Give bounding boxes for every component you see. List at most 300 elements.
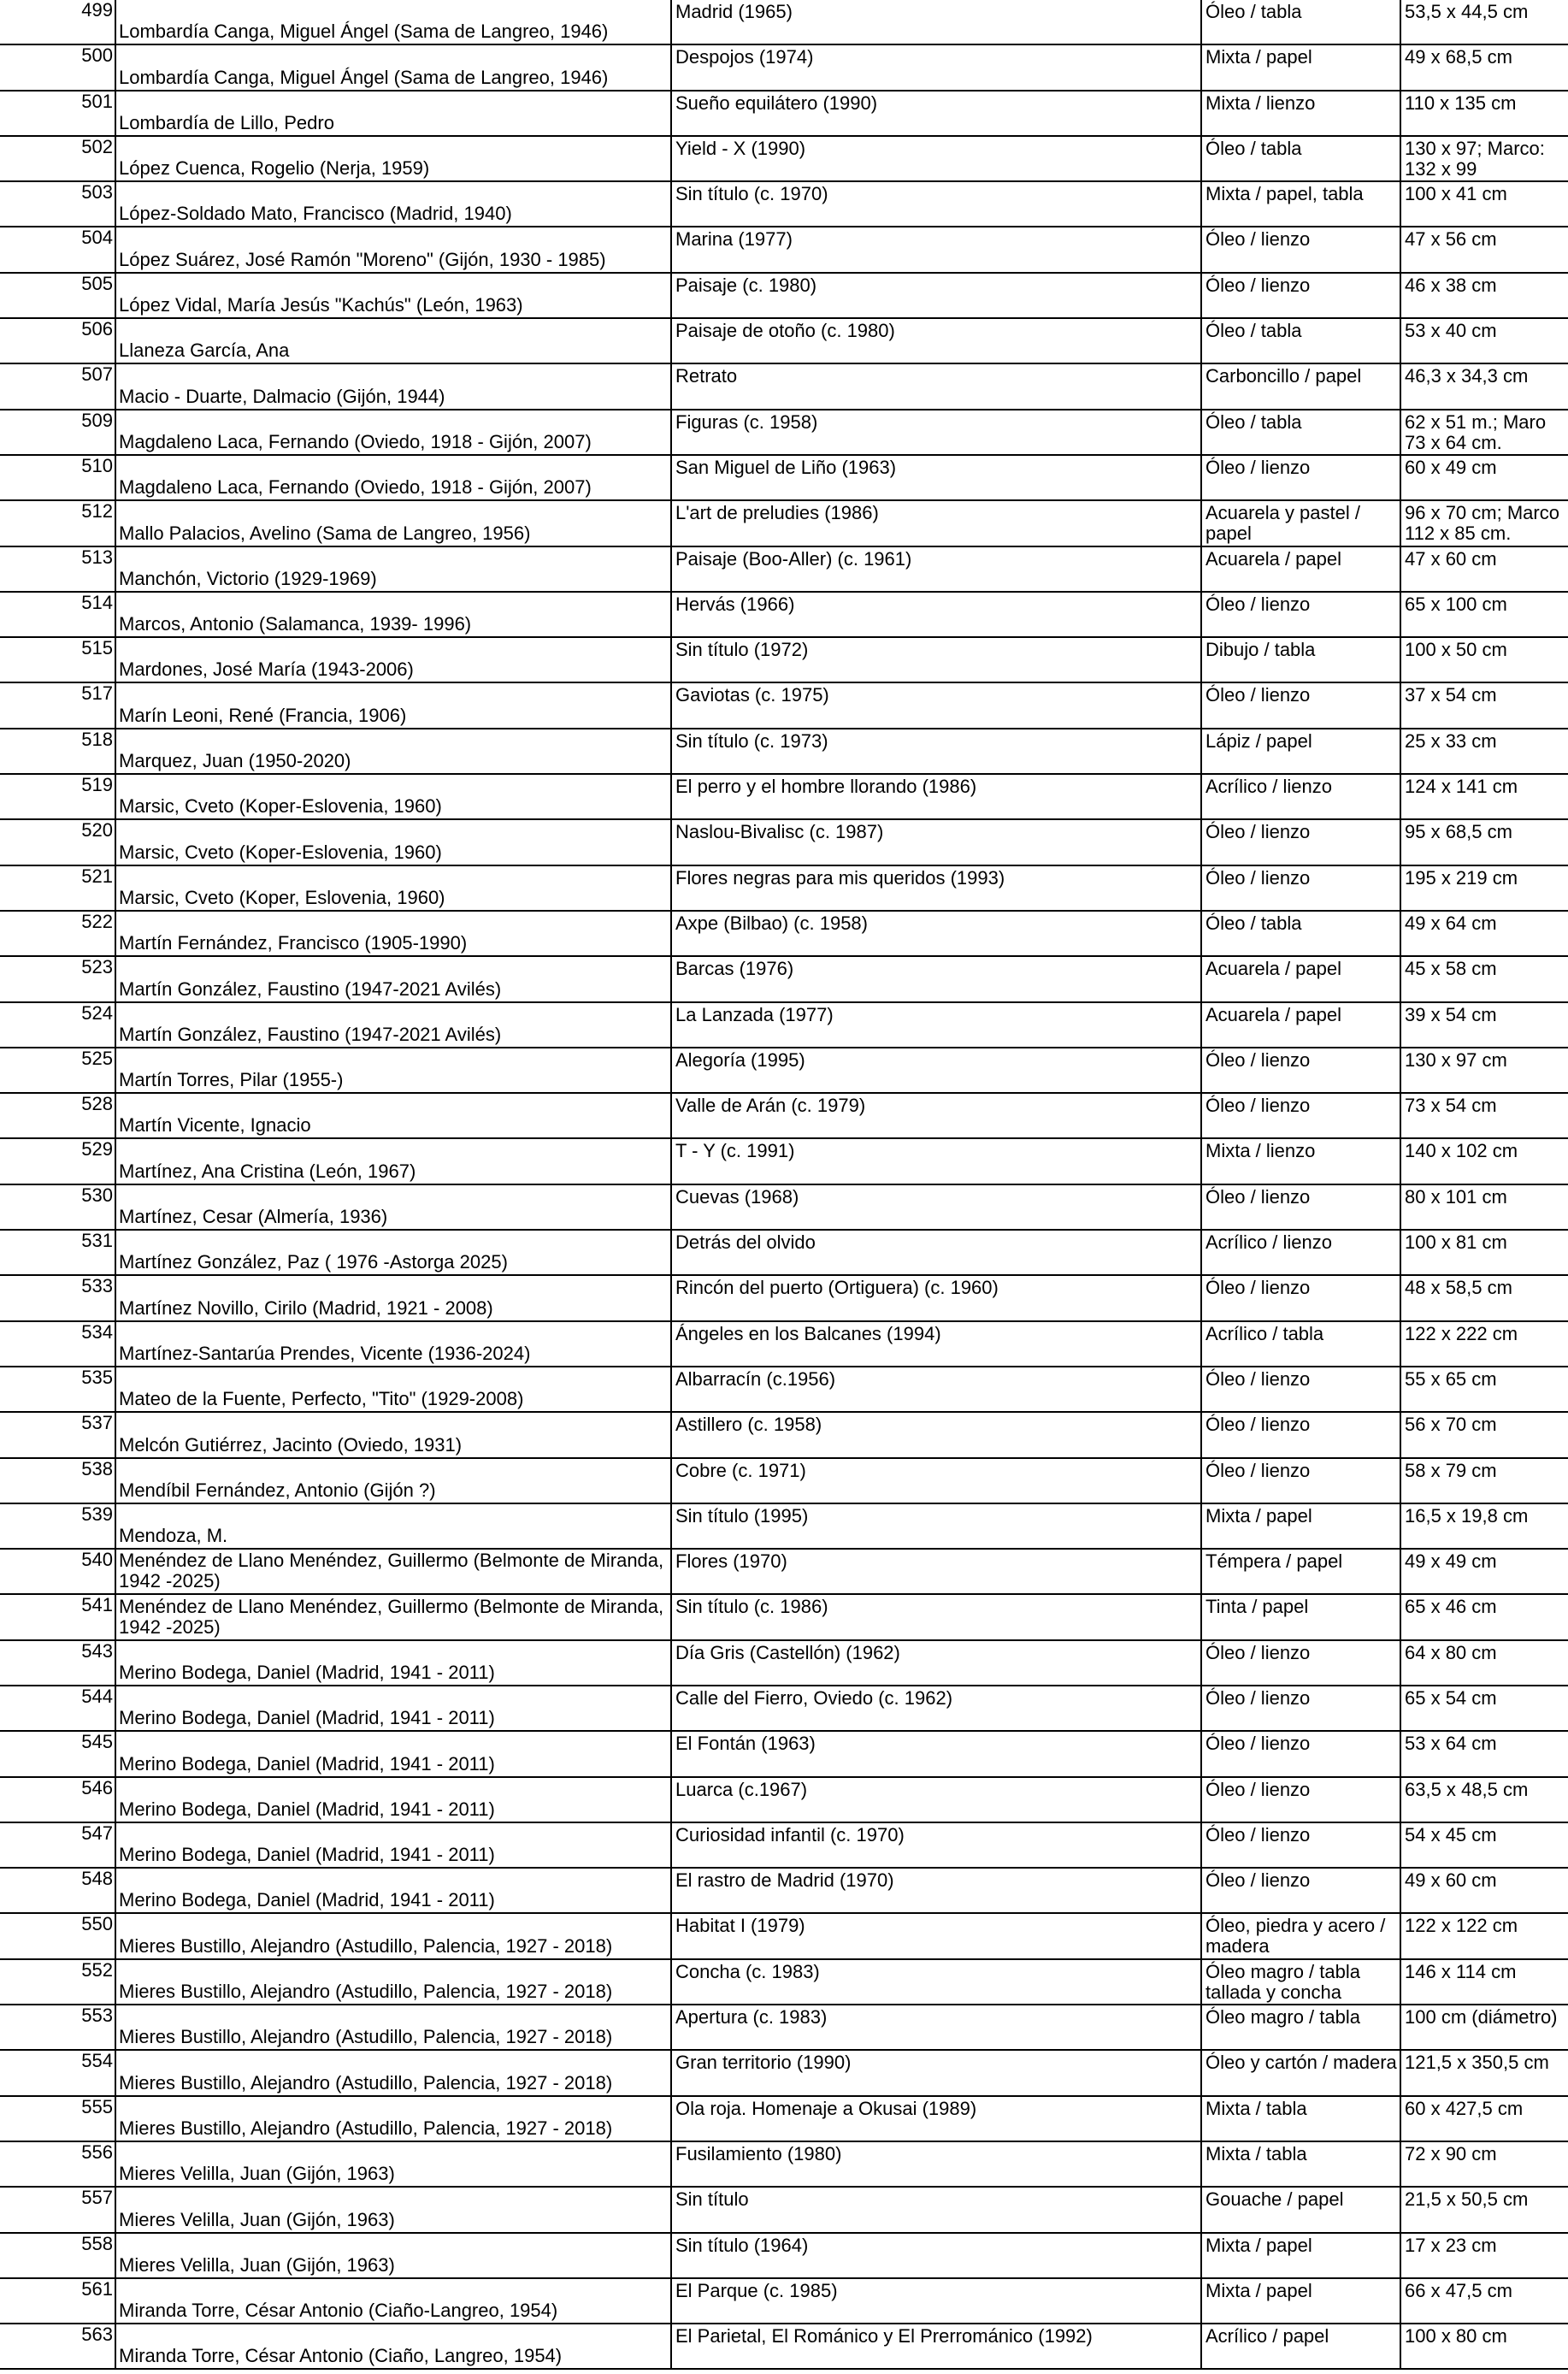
technique-cell: [1201, 819, 1400, 865]
artwork-title: Cobre (c. 1971): [675, 1459, 806, 1481]
artwork-technique: Mixta / papel: [1205, 1504, 1312, 1527]
catalog-number-cell: [0, 1686, 115, 1731]
catalog-number: 513: [81, 546, 113, 568]
author-cell: [115, 956, 671, 1001]
author-cell: [115, 500, 671, 546]
catalog-number: 503: [81, 181, 113, 204]
artwork-technique: Acuarela y pastel / papel: [1205, 502, 1360, 545]
catalog-number: 520: [81, 819, 113, 842]
artwork-title: Concha (c. 1983): [675, 1960, 820, 1982]
artwork-title: Hervás (1966): [675, 593, 795, 615]
dimensions-cell: [1400, 546, 1568, 592]
artwork-technique: Óleo magro / tabla tallada y concha: [1205, 1960, 1360, 2003]
catalog-number: 547: [81, 1822, 113, 1844]
title-cell: [671, 2187, 1201, 2232]
author-name: Martínez Novillo, Cirilo (Madrid, 1921 - 2008): [119, 1296, 493, 1319]
artwork-title: Sin título (1972): [675, 639, 809, 661]
author-name: Marcos, Antonio (Salamanca, 1939- 1996): [119, 613, 472, 635]
table-row: [0, 410, 1568, 455]
title-cell: [671, 1002, 1201, 1048]
dimensions-cell: [1400, 956, 1568, 1001]
dimensions-cell: [1400, 2096, 1568, 2141]
technique-cell: [1201, 637, 1400, 682]
author-name: López-Soldado Mato, Francisco (Madrid, 1940): [119, 203, 512, 225]
artwork-title: Marina (1977): [675, 228, 793, 251]
artwork-technique: Témpera / papel: [1205, 1550, 1343, 1573]
catalog-number-cell: [0, 1093, 115, 1138]
table-row: [0, 865, 1568, 911]
artwork-dimensions: 49 x 68,5 cm: [1405, 46, 1512, 68]
catalog-number-cell: [0, 1868, 115, 1913]
author-cell: [115, 1093, 671, 1138]
author-name: Merino Bodega, Daniel (Madrid, 1941 - 2011): [119, 1844, 495, 1866]
author-name: Martín Torres, Pilar (1955-): [119, 1069, 344, 1091]
title-cell: [671, 592, 1201, 637]
dimensions-cell: [1400, 819, 1568, 865]
table-row: [0, 273, 1568, 318]
technique-cell: [1201, 455, 1400, 500]
artwork-technique: Carboncillo / papel: [1205, 365, 1362, 387]
table-row: [0, 181, 1568, 227]
author-cell: [115, 637, 671, 682]
artwork-dimensions: 130 x 97 cm: [1405, 1048, 1507, 1071]
technique-cell: [1201, 363, 1400, 409]
author-name: Merino Bodega, Daniel (Madrid, 1941 - 2011): [119, 1752, 495, 1775]
dimensions-cell: [1400, 592, 1568, 637]
technique-cell: [1201, 1686, 1400, 1731]
author-name: Martín González, Faustino (1947-2021 Avilés): [119, 1023, 502, 1045]
artwork-technique: Óleo / lienzo: [1205, 1686, 1311, 1709]
artwork-title: Sin título (c. 1970): [675, 183, 828, 205]
artwork-technique: Óleo / lienzo: [1205, 866, 1311, 889]
artwork-title: Flores negras para mis queridos (1993): [675, 866, 1005, 889]
technique-cell: [1201, 682, 1400, 728]
table-row: [0, 44, 1568, 90]
catalog-number-cell: [0, 318, 115, 363]
table-row: [0, 227, 1568, 272]
title-cell: [671, 136, 1201, 181]
dimensions-cell: [1400, 455, 1568, 500]
artwork-title: Flores (1970): [675, 1550, 787, 1573]
title-cell: [671, 1367, 1201, 1412]
artwork-technique: Acuarela / papel: [1205, 958, 1341, 980]
artwork-dimensions: 65 x 46 cm: [1405, 1596, 1497, 1618]
catalog-number: 546: [81, 1776, 113, 1798]
artwork-dimensions: 46 x 38 cm: [1405, 274, 1497, 296]
catalog-number-cell: [0, 410, 115, 455]
author-name: Miranda Torre, César Antonio (Ciaño-Langreo, 1954): [119, 2300, 558, 2322]
table-row: [0, 1594, 1568, 1639]
dimensions-cell: [1400, 1640, 1568, 1686]
artwork-dimensions: 58 x 79 cm: [1405, 1459, 1497, 1481]
artwork-title: Sin título (c. 1973): [675, 729, 828, 752]
catalog-number-cell: [0, 0, 115, 44]
artwork-title: Barcas (1976): [675, 958, 794, 980]
title-cell: [671, 0, 1201, 44]
artwork-title: Habitat I (1979): [675, 1915, 805, 1937]
catalog-number-cell: [0, 1002, 115, 1048]
artwork-title: Calle del Fierro, Oviedo (c. 1962): [675, 1686, 953, 1709]
title-cell: [671, 1275, 1201, 1320]
artwork-technique: Acrílico / papel: [1205, 2325, 1329, 2347]
artwork-technique: Mixta / tabla: [1205, 2097, 1307, 2119]
title-cell: [671, 181, 1201, 227]
technique-cell: [1201, 592, 1400, 637]
dimensions-cell: [1400, 1367, 1568, 1412]
table-row: [0, 1048, 1568, 1093]
table-row: [0, 1777, 1568, 1822]
technique-cell: [1201, 1184, 1400, 1230]
dimensions-cell: [1400, 729, 1568, 774]
technique-cell: [1201, 91, 1400, 136]
author-name: López Suárez, José Ramón "Moreno" (Gijón, 1930 - 1985): [119, 248, 606, 270]
catalog-number: 531: [81, 1230, 113, 1252]
author-cell: [115, 1367, 671, 1412]
artwork-dimensions: 39 x 54 cm: [1405, 1003, 1497, 1025]
table-row: [0, 546, 1568, 592]
artwork-technique: Acuarela / papel: [1205, 1003, 1341, 1025]
author-cell: [115, 592, 671, 637]
title-cell: [671, 1321, 1201, 1367]
author-cell: [115, 1138, 671, 1184]
catalog-number: 544: [81, 1685, 113, 1707]
catalog-number: 552: [81, 1958, 113, 1981]
table-row: [0, 2005, 1568, 2050]
technique-cell: [1201, 2187, 1400, 2232]
author-name: Martín González, Faustino (1947-2021 Avilés): [119, 977, 502, 1000]
title-cell: [671, 2324, 1201, 2369]
catalog-number: 509: [81, 409, 113, 431]
dimensions-cell: [1400, 1184, 1568, 1230]
artwork-technique: Óleo / lienzo: [1205, 1641, 1311, 1663]
catalog-number: 519: [81, 774, 113, 796]
catalog-number-cell: [0, 2096, 115, 2141]
author-cell: [115, 1549, 671, 1594]
dimensions-cell: [1400, 682, 1568, 728]
author-name: Marquez, Juan (1950-2020): [119, 750, 351, 772]
title-cell: [671, 2050, 1201, 2095]
table-row: [0, 2096, 1568, 2141]
artwork-dimensions: 80 x 101 cm: [1405, 1185, 1507, 1208]
artwork-dimensions: 54 x 45 cm: [1405, 1823, 1497, 1845]
dimensions-cell: [1400, 227, 1568, 272]
artwork-title: Gaviotas (c. 1975): [675, 684, 829, 706]
title-cell: [671, 1458, 1201, 1503]
technique-cell: [1201, 546, 1400, 592]
artwork-title: Apertura (c. 1983): [675, 2006, 828, 2029]
dimensions-cell: [1400, 911, 1568, 956]
catalog-number-cell: [0, 1959, 115, 2005]
catalog-number: 500: [81, 44, 113, 67]
dimensions-cell: [1400, 1002, 1568, 1048]
artwork-technique: Mixta / papel, tabla: [1205, 183, 1364, 205]
catalog-number: 505: [81, 272, 113, 294]
artwork-dimensions: 146 x 114 cm: [1405, 1960, 1517, 1982]
table-row: [0, 2324, 1568, 2369]
author-name: Manchón, Victorio (1929-1969): [119, 567, 377, 589]
artwork-dimensions: 53,5 x 44,5 cm: [1405, 1, 1529, 22]
technique-cell: [1201, 2324, 1400, 2369]
technique-cell: [1201, 1458, 1400, 1503]
dimensions-cell: [1400, 500, 1568, 546]
dimensions-cell: [1400, 1549, 1568, 1594]
artwork-title: Cuevas (1968): [675, 1185, 799, 1208]
artwork-technique: Óleo / lienzo: [1205, 228, 1311, 251]
artwork-dimensions: 63,5 x 48,5 cm: [1405, 1778, 1529, 1800]
author-cell: [115, 1777, 671, 1822]
author-name: Miranda Torre, César Antonio (Ciaño, Langreo, 1954): [119, 2345, 563, 2367]
author-cell: [115, 2141, 671, 2187]
author-cell: [115, 2050, 671, 2095]
artwork-dimensions: 25 x 33 cm: [1405, 729, 1497, 752]
technique-cell: [1201, 1868, 1400, 1913]
title-cell: [671, 44, 1201, 90]
technique-cell: [1201, 410, 1400, 455]
dimensions-cell: [1400, 1959, 1568, 2005]
artwork-dimensions: 46,3 x 34,3 cm: [1405, 365, 1529, 387]
artwork-technique: Mixta / lienzo: [1205, 1140, 1316, 1162]
catalog-number: 535: [81, 1366, 113, 1388]
table-row: [0, 2278, 1568, 2324]
artwork-dimensions: 56 x 70 cm: [1405, 1414, 1497, 1436]
dimensions-cell: [1400, 2005, 1568, 2050]
catalog-number-cell: [0, 2005, 115, 2050]
author-cell: [115, 911, 671, 956]
technique-cell: [1201, 1959, 1400, 2005]
technique-cell: [1201, 1412, 1400, 1457]
title-cell: [671, 273, 1201, 318]
author-name: Merino Bodega, Daniel (Madrid, 1941 - 2011): [119, 1707, 495, 1729]
table-row: [0, 819, 1568, 865]
catalog-number: 514: [81, 591, 113, 613]
author-name: Marsic, Cveto (Koper, Eslovenia, 1960): [119, 886, 445, 908]
author-cell: [115, 2233, 671, 2278]
artwork-dimensions: 140 x 102 cm: [1405, 1140, 1518, 1162]
catalog-number-cell: [0, 592, 115, 637]
technique-cell: [1201, 227, 1400, 272]
author-cell: [115, 729, 671, 774]
catalog-number: 537: [81, 1412, 113, 1434]
dimensions-cell: [1400, 2324, 1568, 2369]
technique-cell: [1201, 44, 1400, 90]
catalog-number-cell: [0, 1458, 115, 1503]
artwork-title: Madrid (1965): [675, 1, 793, 22]
catalog-number-cell: [0, 2187, 115, 2232]
artwork-title: Sin título: [675, 2188, 749, 2211]
author-cell: [115, 1230, 671, 1275]
table-row: [0, 637, 1568, 682]
author-name: Marsic, Cveto (Koper-Eslovenia, 1960): [119, 841, 442, 863]
author-name: Magdaleno Laca, Fernando (Oviedo, 1918 - Gijón, 2007): [119, 476, 592, 499]
dimensions-cell: [1400, 1868, 1568, 1913]
table-row: [0, 1321, 1568, 1367]
artwork-title: El Parietal, El Románico y El Prerrománico (1992): [675, 2325, 1093, 2347]
author-cell: [115, 682, 671, 728]
artwork-technique: Mixta / papel: [1205, 2234, 1312, 2256]
table-row: [0, 592, 1568, 637]
technique-cell: [1201, 911, 1400, 956]
catalog-number: 540: [81, 1549, 113, 1571]
artwork-title: Gran territorio (1990): [675, 2052, 852, 2074]
author-cell: [115, 227, 671, 272]
author-name: Lombardía de Lillo, Pedro: [119, 111, 334, 133]
dimensions-cell: [1400, 637, 1568, 682]
author-cell: [115, 1321, 671, 1367]
catalog-number: 548: [81, 1868, 113, 1890]
catalog-number-cell: [0, 1731, 115, 1776]
catalog-number: 541: [81, 1594, 113, 1616]
author-cell: [115, 44, 671, 90]
artwork-dimensions: 130 x 97; Marco: 132 x 99: [1405, 137, 1545, 180]
catalog-number: 515: [81, 637, 113, 659]
catalog-number: 554: [81, 2050, 113, 2072]
author-name: López Vidal, María Jesús "Kachús" (León, 1963): [119, 294, 523, 316]
title-cell: [671, 637, 1201, 682]
dimensions-cell: [1400, 1275, 1568, 1320]
artwork-title: Naslou-Bivalisc (c. 1987): [675, 821, 884, 843]
author-name: Martínez, Cesar (Almería, 1936): [119, 1206, 388, 1228]
artwork-dimensions: 49 x 64 cm: [1405, 912, 1497, 934]
dimensions-cell: [1400, 0, 1568, 44]
dimensions-cell: [1400, 410, 1568, 455]
catalog-number: 522: [81, 910, 113, 932]
artwork-technique: Óleo / lienzo: [1205, 1733, 1311, 1755]
artwork-dimensions: 17 x 23 cm: [1405, 2234, 1497, 2256]
artwork-dimensions: 100 cm (diámetro): [1405, 2006, 1558, 2029]
table-row: [0, 500, 1568, 546]
title-cell: [671, 1048, 1201, 1093]
technique-cell: [1201, 2233, 1400, 2278]
catalog-number: 563: [81, 2324, 113, 2346]
catalog-number: 553: [81, 2005, 113, 2027]
title-cell: [671, 318, 1201, 363]
technique-cell: [1201, 1048, 1400, 1093]
artwork-dimensions: 195 x 219 cm: [1405, 866, 1518, 889]
artwork-dimensions: 49 x 60 cm: [1405, 1869, 1497, 1892]
author-name: Mieres Velilla, Juan (Gijón, 1963): [119, 2163, 395, 2185]
technique-cell: [1201, 181, 1400, 227]
table-row: [0, 2187, 1568, 2232]
dimensions-cell: [1400, 1913, 1568, 1958]
catalog-number: 525: [81, 1047, 113, 1069]
artwork-title: Sin título (1964): [675, 2234, 809, 2256]
artwork-technique: Óleo / lienzo: [1205, 1048, 1311, 1071]
technique-cell: [1201, 318, 1400, 363]
table-row: [0, 455, 1568, 500]
technique-cell: [1201, 2278, 1400, 2324]
author-name: Melcón Gutiérrez, Jacinto (Oviedo, 1931): [119, 1433, 463, 1456]
table-row: [0, 136, 1568, 181]
artwork-dimensions: 121,5 x 350,5 cm: [1405, 2052, 1549, 2074]
technique-cell: [1201, 2096, 1400, 2141]
catalog-number: 543: [81, 1639, 113, 1662]
catalog-number: 507: [81, 363, 113, 386]
author-name: Martínez-Santarúa Prendes, Vicente (1936-2024): [119, 1342, 531, 1364]
catalog-number-cell: [0, 1822, 115, 1868]
catalog-number: 555: [81, 2095, 113, 2117]
dimensions-cell: [1400, 1822, 1568, 1868]
catalog-number-cell: [0, 500, 115, 546]
technique-cell: [1201, 865, 1400, 911]
technique-cell: [1201, 2050, 1400, 2095]
artwork-technique: Mixta / lienzo: [1205, 92, 1316, 114]
author-cell: [115, 455, 671, 500]
title-cell: [671, 91, 1201, 136]
table-row: [0, 363, 1568, 409]
artwork-technique: Óleo / lienzo: [1205, 1277, 1311, 1299]
author-name: Menéndez de Llano Menéndez, Guillermo (Belmonte de Miranda, 1942 -2025): [119, 1550, 664, 1592]
author-name: Mieres Velilla, Juan (Gijón, 1963): [119, 2253, 395, 2276]
artwork-title: T - Y (c. 1991): [675, 1140, 795, 1162]
title-cell: [671, 1777, 1201, 1822]
technique-cell: [1201, 1367, 1400, 1412]
author-name: Mardones, José María (1943-2006): [119, 658, 414, 681]
catalog-number: 545: [81, 1731, 113, 1753]
author-name: Mallo Palacios, Avelino (Sama de Langreo, 1956): [119, 522, 531, 544]
artwork-title: Ola roja. Homenaje a Okusai (1989): [675, 2097, 977, 2119]
catalog-number-cell: [0, 1640, 115, 1686]
catalog-number-cell: [0, 1048, 115, 1093]
table-row: [0, 729, 1568, 774]
artwork-title: El Fontán (1963): [675, 1733, 816, 1755]
artwork-title: La Lanzada (1977): [675, 1003, 834, 1025]
technique-cell: [1201, 1503, 1400, 1549]
technique-cell: [1201, 1230, 1400, 1275]
artwork-dimensions: 60 x 427,5 cm: [1405, 2097, 1524, 2119]
artwork-title: El perro y el hombre llorando (1986): [675, 776, 977, 798]
table-row: [0, 1275, 1568, 1320]
dimensions-cell: [1400, 2141, 1568, 2187]
artwork-technique: Óleo / tabla: [1205, 1, 1302, 22]
catalog-number-cell: [0, 136, 115, 181]
artwork-technique: Óleo / lienzo: [1205, 1414, 1311, 1436]
title-cell: [671, 500, 1201, 546]
artwork-technique: Óleo / lienzo: [1205, 1095, 1311, 1117]
title-cell: [671, 819, 1201, 865]
catalog-number: 558: [81, 2232, 113, 2254]
author-cell: [115, 865, 671, 911]
artwork-title: Astillero (c. 1958): [675, 1414, 822, 1436]
table-row: [0, 1412, 1568, 1457]
technique-cell: [1201, 1913, 1400, 1958]
author-name: Mieres Bustillo, Alejandro (Astudillo, Palencia, 1927 - 2018): [119, 2117, 613, 2139]
artwork-technique: Acrílico / lienzo: [1205, 1231, 1332, 1254]
catalog-number-cell: [0, 455, 115, 500]
artwork-dimensions: 60 x 49 cm: [1405, 456, 1497, 478]
artwork-title: L'art de preludies (1986): [675, 502, 879, 524]
title-cell: [671, 2233, 1201, 2278]
artwork-technique: Dibujo / tabla: [1205, 639, 1316, 661]
author-cell: [115, 819, 671, 865]
catalog-number-cell: [0, 1412, 115, 1457]
title-cell: [671, 1184, 1201, 1230]
catalog-number: 518: [81, 728, 113, 750]
artwork-title: Luarca (c.1967): [675, 1778, 808, 1800]
artwork-dimensions: 47 x 56 cm: [1405, 228, 1497, 251]
dimensions-cell: [1400, 44, 1568, 90]
artwork-dimensions: 62 x 51 m.; Maro 73 x 64 cm.: [1405, 410, 1547, 453]
table-row: [0, 1913, 1568, 1958]
author-cell: [115, 2005, 671, 2050]
author-cell: [115, 318, 671, 363]
table-row: [0, 956, 1568, 1001]
title-cell: [671, 546, 1201, 592]
dimensions-cell: [1400, 1594, 1568, 1639]
catalog-number: 534: [81, 1320, 113, 1343]
artwork-technique: Óleo / tabla: [1205, 410, 1302, 433]
artwork-title: Fusilamiento (1980): [675, 2142, 842, 2164]
title-cell: [671, 1594, 1201, 1639]
